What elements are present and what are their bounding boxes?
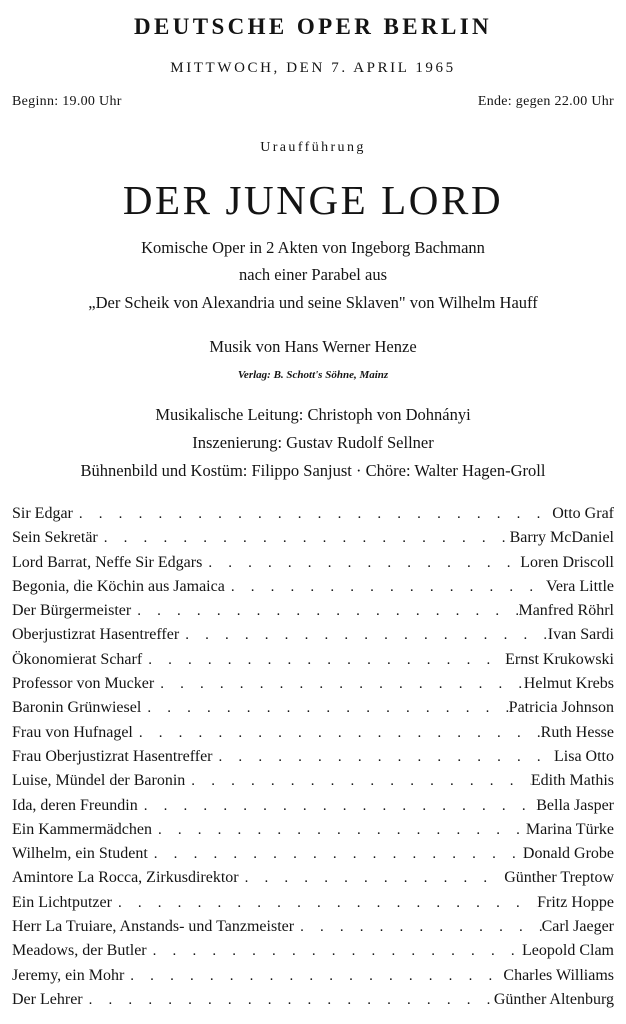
cast-actor: Otto Graf bbox=[552, 505, 614, 522]
cast-role: Wilhelm, ein Student bbox=[12, 845, 148, 863]
cast-row bbox=[12, 651, 614, 675]
cast-row bbox=[12, 748, 614, 772]
cast-role: Der Bürgermeister bbox=[12, 602, 132, 620]
dot-leader bbox=[83, 992, 494, 1009]
cast-actor: Lisa Otto bbox=[554, 747, 614, 765]
dot-leader bbox=[141, 700, 508, 717]
publisher-credit: Verlag: B. Schott's Söhne, Mainz bbox=[237, 369, 389, 381]
cast-role: Ökonomierat Scharf bbox=[12, 650, 143, 668]
cast-role: Frau Oberjustizrat Hasentreffer bbox=[12, 747, 213, 765]
cast-role: Herr La Truiare, Anstands- und Tanzmeister bbox=[12, 918, 295, 936]
cast-row bbox=[12, 894, 614, 918]
dot-leader bbox=[147, 943, 522, 960]
cast-role: Lord Barrat, Neffe Sir Edgars bbox=[12, 553, 203, 571]
cast-row bbox=[12, 724, 614, 748]
cast-actor: Ruth Hesse bbox=[540, 723, 614, 741]
opera-subtitle-line-3: „Der Scheik von Alexandria und seine Sklaven" von Wilhelm Hauff bbox=[88, 293, 538, 312]
cast-actor: Patricia Johnson bbox=[508, 699, 614, 717]
cast-row bbox=[12, 602, 614, 626]
dot-leader bbox=[202, 555, 520, 572]
cast-row bbox=[12, 578, 614, 602]
cast-row bbox=[12, 991, 614, 1015]
dot-leader bbox=[213, 749, 554, 766]
cast-row bbox=[12, 529, 614, 553]
cast-row bbox=[12, 699, 614, 723]
dot-leader bbox=[152, 822, 526, 839]
cast-role: Luise, Mündel der Baronin bbox=[12, 772, 186, 790]
cast-actor: Vera Little bbox=[546, 577, 614, 595]
cast-list bbox=[12, 505, 614, 1015]
cast-actor: Fritz Hoppe bbox=[537, 893, 614, 911]
cast-row bbox=[12, 918, 614, 942]
cast-actor: Günther Treptow bbox=[504, 869, 614, 887]
cast-row bbox=[12, 626, 614, 650]
dot-leader bbox=[179, 627, 548, 644]
dot-leader bbox=[239, 870, 505, 887]
cast-actor: Helmut Krebs bbox=[523, 675, 614, 693]
director-credit: Inszenierung: Gustav Rudolf Sellner bbox=[192, 433, 434, 452]
cast-row bbox=[12, 821, 614, 845]
cast-actor: Manfred Röhrl bbox=[518, 602, 614, 620]
cast-role: Sein Sekretär bbox=[12, 529, 98, 547]
cast-role: Oberjustizrat Hasentreffer bbox=[12, 626, 180, 644]
cast-role: Amintore La Rocca, Zirkusdirektor bbox=[12, 869, 239, 887]
design-chorus-credit: Bühnenbild und Kostüm: Filippo Sanjust · Chöre: Walter Hagen-Groll bbox=[80, 461, 546, 480]
opera-house-name: DEUTSCHE OPER BERLIN bbox=[133, 14, 493, 39]
cast-role: Meadows, der Butler bbox=[12, 942, 147, 960]
cast-actor: Leopold Clam bbox=[522, 942, 614, 960]
dot-leader bbox=[112, 895, 537, 912]
dot-leader bbox=[131, 603, 518, 620]
opera-subtitle-line-2: nach einer Parabel aus bbox=[239, 265, 387, 284]
cast-role: Begonia, die Köchin aus Jamaica bbox=[12, 577, 225, 595]
cast-role: Ein Kammermädchen bbox=[12, 820, 152, 838]
cast-actor: Loren Driscoll bbox=[520, 553, 614, 571]
cast-row bbox=[12, 845, 614, 869]
cast-actor: Edith Mathis bbox=[530, 772, 614, 790]
cast-row bbox=[12, 505, 614, 529]
conductor-credit: Musikalische Leitung: Christoph von Dohnányi bbox=[155, 405, 471, 424]
dot-leader bbox=[124, 968, 503, 985]
cast-row bbox=[12, 967, 614, 991]
performance-date: MITTWOCH, DEN 7. APRIL 1965 bbox=[170, 60, 456, 76]
cast-actor: Carl Jaeger bbox=[541, 918, 614, 936]
dot-leader bbox=[154, 676, 524, 693]
opera-title: DER JUNGE LORD bbox=[122, 177, 504, 223]
cast-actor: Marina Türke bbox=[525, 820, 614, 838]
premiere-label: Uraufführung bbox=[260, 140, 366, 155]
cast-role: Ida, deren Freundin bbox=[12, 796, 138, 814]
dot-leader bbox=[185, 773, 531, 790]
cast-actor: Charles Williams bbox=[503, 966, 614, 984]
dot-leader bbox=[138, 798, 537, 815]
cast-actor: Günther Altenburg bbox=[493, 990, 614, 1008]
cast-row bbox=[12, 797, 614, 821]
start-time: Beginn: 19.00 Uhr bbox=[12, 94, 122, 109]
cast-role: Der Lehrer bbox=[12, 990, 83, 1008]
dot-leader bbox=[294, 919, 542, 936]
dot-leader bbox=[148, 846, 523, 863]
dot-leader bbox=[73, 506, 552, 523]
end-time: Ende: gegen 22.00 Uhr bbox=[477, 94, 614, 109]
dot-leader bbox=[142, 652, 505, 669]
cast-actor: Ivan Sardi bbox=[547, 626, 614, 644]
cast-role: Sir Edgar bbox=[12, 505, 73, 522]
dot-leader bbox=[133, 725, 541, 742]
cast-role: Ein Lichtputzer bbox=[12, 893, 112, 911]
cast-row bbox=[12, 675, 614, 699]
composer-credit: Musik von Hans Werner Henze bbox=[209, 337, 417, 356]
dot-leader bbox=[225, 579, 546, 596]
cast-row bbox=[12, 869, 614, 893]
cast-role: Baronin Grünwiesel bbox=[12, 699, 142, 717]
cast-role: Frau von Hufnagel bbox=[12, 723, 133, 741]
cast-row bbox=[12, 554, 614, 578]
cast-row bbox=[12, 942, 614, 966]
cast-actor: Bella Jasper bbox=[536, 796, 614, 814]
cast-row bbox=[12, 772, 614, 796]
opera-subtitle-line-1: Komische Oper in 2 Akten von Ingeborg Bachmann bbox=[141, 238, 485, 257]
cast-actor: Barry McDaniel bbox=[509, 529, 614, 547]
dot-leader bbox=[98, 530, 510, 547]
cast-actor: Ernst Krukowski bbox=[505, 650, 614, 668]
cast-role: Jeremy, ein Mohr bbox=[12, 966, 125, 984]
cast-role: Professor von Mucker bbox=[12, 675, 155, 693]
cast-actor: Donald Grobe bbox=[522, 845, 614, 863]
